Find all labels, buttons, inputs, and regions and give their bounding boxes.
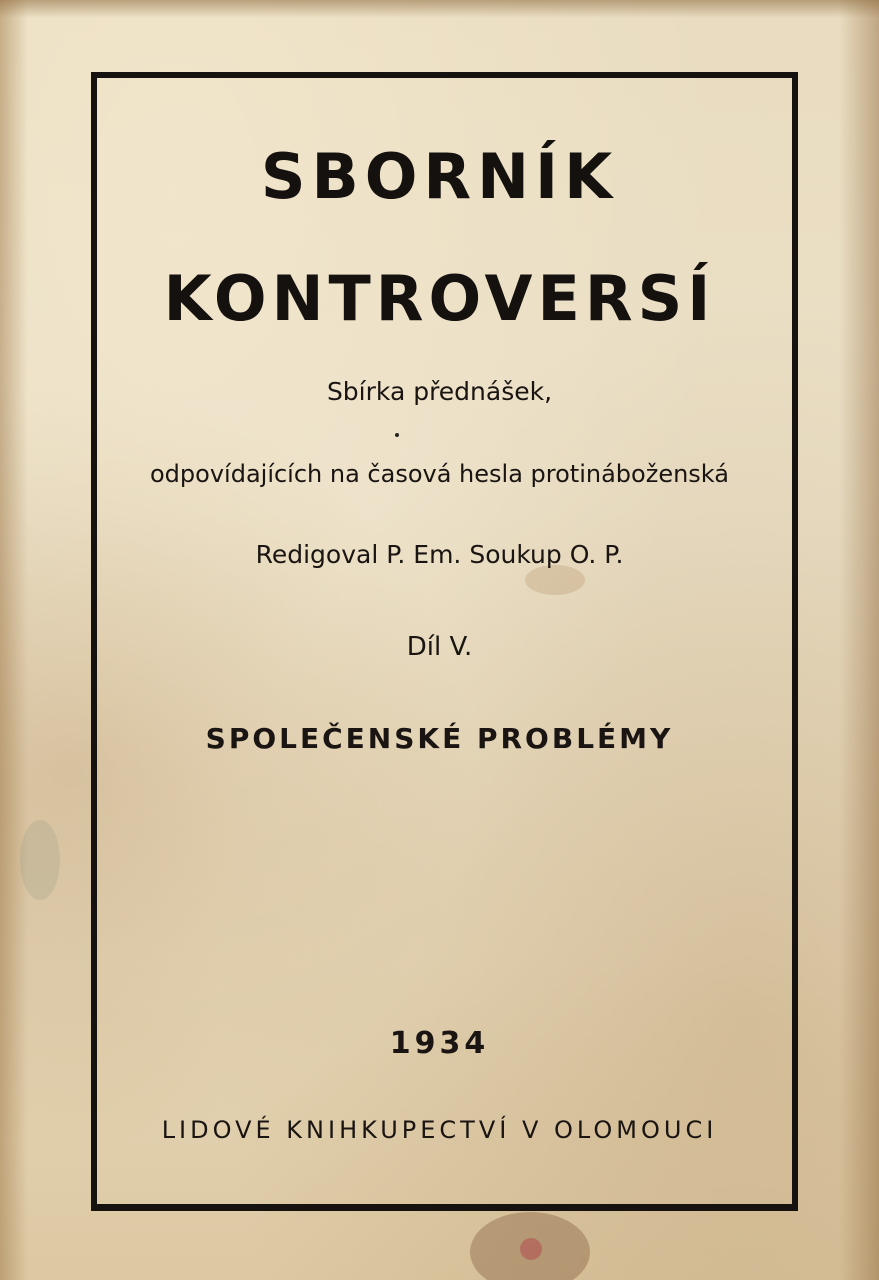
publisher: LIDOVÉ KNIHKUPECTVÍ V OLOMOUCI bbox=[161, 1116, 718, 1144]
publication-year: 1934 bbox=[389, 1026, 490, 1061]
volume-title: SPOLEČENSKÉ PROBLÉMY bbox=[205, 722, 674, 755]
description: odpovídajících na časová hesla protináboženská bbox=[150, 460, 729, 488]
paper-stain bbox=[20, 820, 60, 900]
volume-number: Díl V. bbox=[406, 632, 473, 662]
subtitle: Sbírka přednášek, bbox=[326, 377, 553, 406]
paper-edge-top bbox=[0, 0, 879, 18]
title-line-2: KONTROVERSÍ bbox=[163, 262, 716, 335]
paper-stain bbox=[520, 1238, 542, 1260]
editor-credit: Redigoval P. Em. Soukup O. P. bbox=[255, 540, 624, 569]
title-line-1: SBORNÍK bbox=[260, 140, 619, 213]
ornament-dot bbox=[395, 433, 399, 437]
